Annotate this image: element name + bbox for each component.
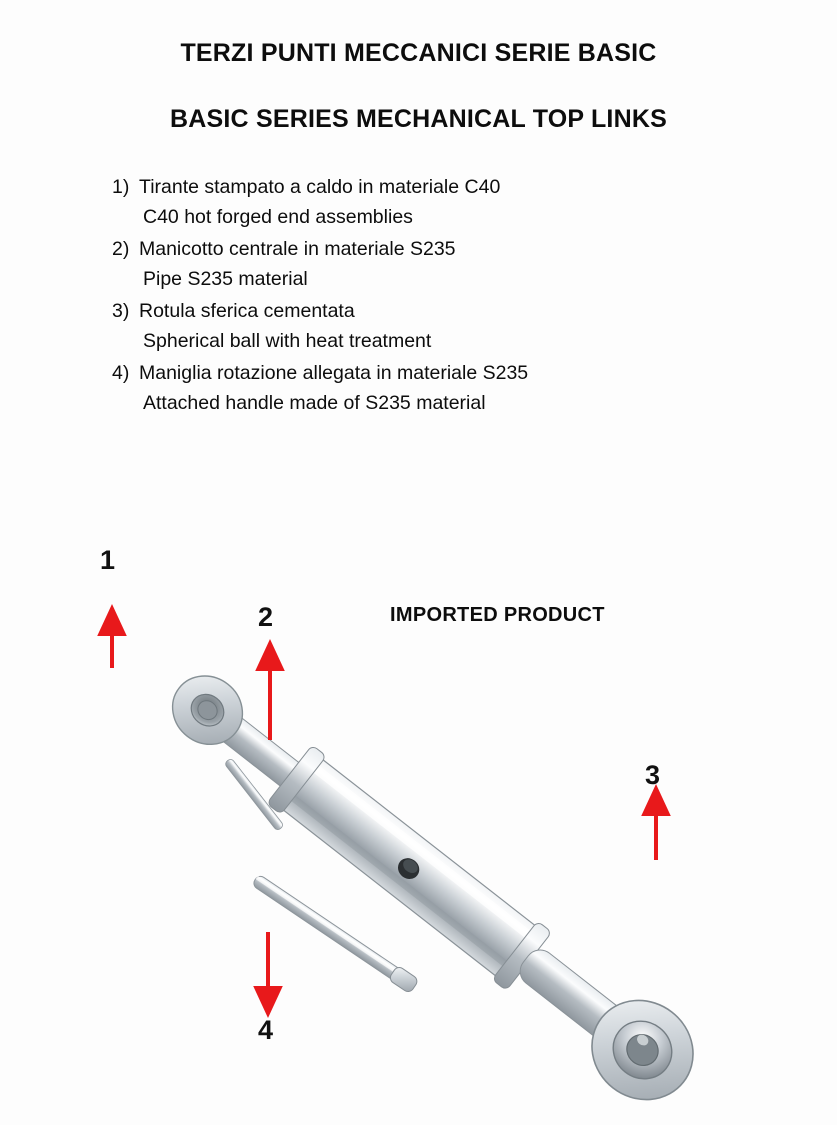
spec-text-english: Pipe S235 material xyxy=(143,268,308,290)
page-title-english: BASIC SERIES MECHANICAL TOP LINKS xyxy=(170,105,667,133)
list-item xyxy=(112,234,752,294)
spec-number: 1) xyxy=(112,176,130,198)
callout-number-1: 1 xyxy=(100,545,116,575)
imported-product-label: IMPORTED PRODUCT xyxy=(390,604,605,626)
spec-text-italian: Rotula sferica cementata xyxy=(139,300,355,322)
list-item xyxy=(112,172,752,232)
page-title-italian: TERZI PUNTI MECCANICI SERIE BASIC xyxy=(180,39,657,67)
spec-number: 2) xyxy=(112,238,130,260)
spec-text-italian: Manicotto centrale in materiale S235 xyxy=(139,238,456,260)
spec-number: 4) xyxy=(112,362,130,384)
spec-text-english: Spherical ball with heat treatment xyxy=(143,330,432,352)
list-item xyxy=(112,358,752,418)
title-block xyxy=(0,38,837,134)
callout-number-4: 4 xyxy=(258,1015,274,1045)
callout-number-3: 3 xyxy=(645,760,661,790)
list-item xyxy=(112,296,752,356)
specification-list xyxy=(112,172,752,420)
callout-number-2: 2 xyxy=(258,602,274,632)
spec-text-italian: Tirante stampato a caldo in materiale C40 xyxy=(139,176,501,198)
spec-text-italian: Maniglia rotazione allegata in materiale S235 xyxy=(139,362,529,384)
spec-text-english: C40 hot forged end assemblies xyxy=(143,206,413,228)
spec-text-english: Attached handle made of S235 material xyxy=(143,392,486,414)
spec-number: 3) xyxy=(112,300,130,322)
